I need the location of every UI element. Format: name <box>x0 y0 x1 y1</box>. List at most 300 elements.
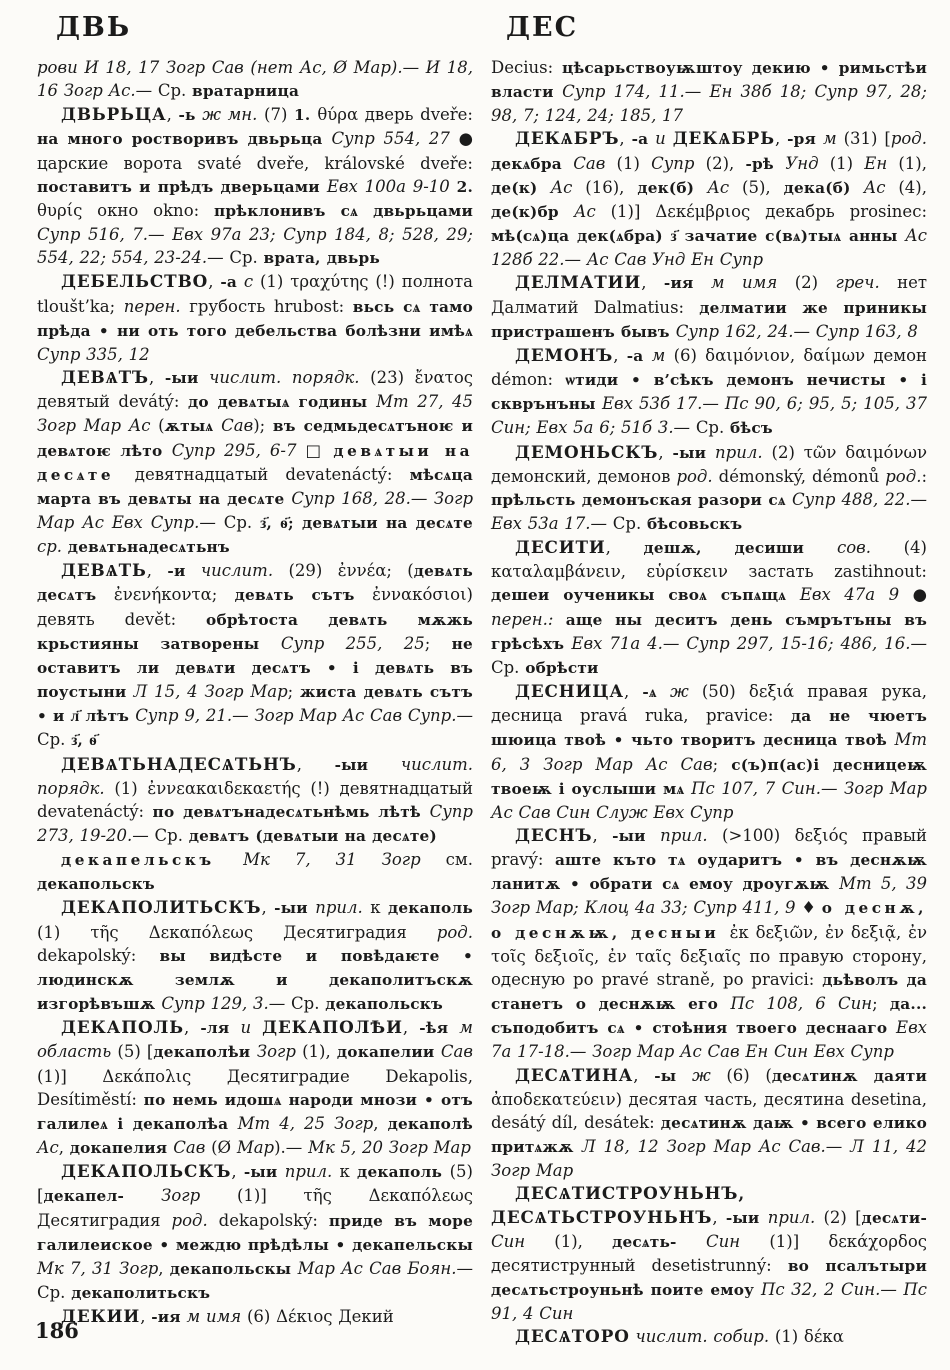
text-run: рови И 18, 17 Зогр Сав (нет Ас, Ø Мар).— И 18, 16 Зогр Ас.— <box>37 58 473 101</box>
text-run: (1), <box>554 1231 613 1251</box>
text-run: -рѣ <box>745 154 786 173</box>
text-run: ; <box>287 682 301 702</box>
text-run: Ср. <box>37 730 72 750</box>
text-run: десѧтинѫ даяти <box>771 1066 927 1085</box>
text-run: (1) ἐννεακαιδεκαετής (!) девятнадцатый devatenáctý: <box>37 778 473 821</box>
headword: ДЕСѦТОРО <box>515 1326 630 1347</box>
text-run: , <box>605 538 644 558</box>
headword: ДЕМОНЬСКЪ <box>515 441 659 462</box>
text-run: де(к) <box>491 178 551 197</box>
dictionary-entry-paragraph <box>37 848 473 896</box>
text-run: , <box>166 105 179 125</box>
dictionary-entry-paragraph <box>37 1305 473 1329</box>
text-run: числит. <box>185 561 289 581</box>
text-run: Ср. <box>223 512 261 532</box>
text-run: грубость hrubost: <box>189 296 353 316</box>
headword: ДЕСѦТИНА <box>515 1064 634 1085</box>
text-run: перен. <box>123 296 190 316</box>
text-run: ж <box>656 682 702 702</box>
text-run: о деснѫ, о деснѫѭ, десныи <box>491 899 927 942</box>
text-run: докапелия <box>69 1139 174 1158</box>
text-run: прѣклонивъ сѧ двьрьцами <box>213 201 474 220</box>
text-run: прил. <box>307 898 371 918</box>
text-run: Ср. <box>612 513 647 533</box>
headword: ДВЬРЬЦА <box>61 104 167 125</box>
text-run: Мт 4, 25 Зогр <box>237 1113 374 1133</box>
text-run: мѣ(сѧ)ца дек(ѧбра) з҃ зачатие с(вѧ)тыѧ анны <box>491 227 906 246</box>
text-run: (1)] τῆς Δεκαπόλεως Десятиградия <box>37 1186 473 1230</box>
text-run: , <box>623 682 643 702</box>
text-run: Ср. <box>157 81 193 101</box>
text-run: вы видѣсте и повѣдаѥте • людинскѫ землѫ и декаполитъскѫ изгорѣвъшѫ <box>37 946 473 1014</box>
text-run: , <box>140 1307 152 1327</box>
headword: ДЕСѦТИСТРОУНЬНЪ, ДЕСѦТЬСТРОУНЬНЪ <box>491 1183 746 1227</box>
text-run: : <box>921 466 927 486</box>
text-run: докапелии <box>336 1043 441 1062</box>
text-run: приде въ море галилеиское • междю прѣдѣлы • декапельскы <box>37 1211 474 1254</box>
text-run: , <box>373 1113 388 1133</box>
text-run: , <box>208 272 221 292</box>
text-run: dekapolský: <box>218 1210 329 1230</box>
text-run: Син <box>706 1231 770 1251</box>
text-run: дьѣволъ да станетъ о деснѫѭ его <box>491 970 927 1014</box>
text-run: декапельскъ <box>61 851 244 870</box>
text-run: , <box>58 1138 70 1158</box>
text-run: Ср. <box>491 657 526 677</box>
text-run: -ия <box>151 1308 181 1327</box>
text-run: (6) δαιμόνιον, δαίμων демон démon: <box>491 345 928 390</box>
text-run: на много ростворивъ двьрьца <box>37 130 332 149</box>
text-run: ).— <box>274 1138 309 1158</box>
text-run: Супр 162, 24.— Супр 163, 8 <box>675 321 918 341</box>
text-run: прил. <box>277 1162 340 1182</box>
text-run: (1) τραχύτης (!) полнота tloušt’ka; <box>37 272 474 316</box>
text-run: Мт 6, 3 Зогр Мар Ас Сав <box>491 730 927 774</box>
text-run: -ыи <box>612 827 646 845</box>
headword: ДЕКАПОЛИТЬСКЪ <box>61 897 262 918</box>
text-run: девятнадцатый devatenáctý: <box>134 464 410 484</box>
text-run: (31) [ <box>843 129 891 149</box>
text-run: (1)] δεκάχορδος десятиструнный desetistrunný: <box>491 1231 927 1275</box>
text-run: прѣльсть демонъская разори сѧ <box>491 490 793 509</box>
text-run: (7) <box>264 105 295 125</box>
text-run: дешѫ, десиши <box>643 539 837 558</box>
text-run: десѧти- <box>861 1208 928 1227</box>
text-run: во псалътыри десѧтьстроуньнѣ поите емоу <box>491 1256 927 1299</box>
dictionary-entry-paragraph <box>491 1325 927 1348</box>
text-run: см. <box>445 850 473 870</box>
text-run: (6) ( <box>726 1065 772 1085</box>
headword: ДЕКАПОЛЬСКЪ <box>61 1161 232 1182</box>
text-run: Супр <box>651 153 706 173</box>
dictionary-entry-paragraph <box>491 680 927 824</box>
text-run: Евх 53б 17.— Пс 90, 6; 95, 5; 105, 37 Син; Евх 5а 6; 51б 3.— <box>491 394 927 438</box>
text-run: , <box>148 368 165 388</box>
text-run: мѣсѧца марта въ девѧты на десѧте <box>37 465 473 508</box>
text-run: Супр 516, 7.— Евх 97а 23; Супр 184, 8; 528, 29; 554, 22; 554, 23-24.— <box>37 225 473 268</box>
text-run: 1. <box>294 106 318 125</box>
text-run: -ѧ <box>642 683 657 702</box>
dictionary-entry-paragraph <box>37 366 473 559</box>
text-run: Супр 295, 6-7 <box>171 440 306 460</box>
text-run: , <box>774 129 788 149</box>
text-run: м <box>816 129 844 149</box>
text-run: числит. порядк. <box>198 368 371 388</box>
text-run: прил. <box>759 1207 824 1227</box>
text-run: -ь <box>178 106 196 125</box>
text-run: декапольскъ <box>37 875 155 894</box>
text-run: Ас <box>573 201 611 221</box>
text-run: ; <box>712 754 732 774</box>
headword: ДЕСИТИ <box>515 537 606 558</box>
headword: ДЕВѦТЬНАДЕСѦТЬНЪ <box>61 753 297 774</box>
text-run: ; <box>872 994 890 1014</box>
text-run: род. <box>171 1210 219 1230</box>
text-run: декаполитьскъ <box>71 1283 211 1302</box>
text-run: з҃, ѳ҃; девѧтыи на десѧте <box>260 513 473 532</box>
text-run: -ыи <box>164 369 199 388</box>
text-run: Сав <box>573 153 617 173</box>
dictionary-entry-paragraph <box>37 1016 473 1160</box>
text-run: род. <box>890 129 928 149</box>
dictionary-entry-paragraph <box>491 271 927 343</box>
text-run: род. <box>676 466 719 486</box>
text-run: ; <box>424 633 452 653</box>
text-run: θύρα дверь dveře: <box>317 105 473 125</box>
text-run: дешеи оученикы своѧ съпѧщѧ <box>491 586 800 605</box>
text-run: жиста девѧть сътъ • и л҃ лѣтъ <box>37 683 473 726</box>
text-run: Ср. <box>37 1282 72 1302</box>
text-run: , <box>613 345 627 365</box>
text-run: -и <box>167 562 186 581</box>
text-run: Супр 9, 21.— Зогр Мар Ас Сав Супр.— <box>135 706 473 726</box>
text-run: род. <box>885 466 922 486</box>
headword: ДЕКАПОЛѢИ <box>262 1017 403 1038</box>
text-run: девѧтьнадесѧтьнъ <box>67 538 230 557</box>
text-run: Син <box>491 1231 555 1251</box>
text-run: десѧтинѫ даѭ • всего елико притѧжѫ <box>491 1113 927 1157</box>
text-run: ἐνενήκοντα; <box>113 585 235 605</box>
text-run: декаполѣи <box>153 1043 257 1062</box>
headword: ДЕСНЪ <box>515 825 593 845</box>
text-run: , <box>261 898 275 918</box>
text-run: с(ъ)п(ас)і десницеѭ твоеѭ і оуслыши мѧ <box>491 755 927 798</box>
text-run: ● царские ворота svaté dveře, královské dveře: <box>37 129 473 173</box>
text-run: аще ны деситъ день съмрътъны въ грѣсѣхъ <box>491 610 928 653</box>
text-run: Супр 554, 27 <box>331 129 459 149</box>
text-run: Мк 5, 20 Зогр Мар <box>308 1138 471 1158</box>
text-run: (1)] Δεκέμβριος декабрь prosinec: <box>610 201 927 221</box>
text-run: Ас <box>863 177 899 197</box>
text-run: ἐκ δεξιῶν, ἐν δεξιᾷ, ἐν τοῖς δεξιοῖς, ἐν ταῖς δεξιαῖς по правую сторону, одесную po pravé straně, po pravici: <box>491 922 927 989</box>
text-run: по девѧтънадесѧтьнѣмь лѣтѣ <box>152 802 430 821</box>
text-run: (5) [ <box>117 1042 154 1062</box>
headword: ДЕМОНЪ <box>515 344 614 365</box>
text-run: (>100) δεξιός правый pravý: <box>491 826 927 870</box>
text-run: -ыи <box>274 899 308 918</box>
text-run: девѧть сътъ <box>234 586 373 605</box>
text-run: вьсь сѧ тамо прѣда • ни оть того дебельства болѣзни имѣѧ <box>37 297 474 340</box>
text-run: м <box>643 345 674 365</box>
text-run: ( <box>158 416 165 436</box>
text-run: греч. <box>835 273 898 293</box>
text-run: (5), <box>742 177 784 197</box>
headword: ДЕВѦТЪ <box>61 367 149 388</box>
text-run: -ря <box>787 130 817 149</box>
dictionary-entry-paragraph <box>491 56 927 127</box>
text-run: Супр 273, 19-20.— <box>37 801 473 845</box>
text-run: Евх 7а 17-18.— Зогр Мар Ас Сав Ен Син Евх Супр <box>491 1018 927 1062</box>
text-run: не оставитъ ли девѧти десѧтъ • і девѧть въ поустыни <box>37 634 473 702</box>
text-run: Супр 335, 12 <box>37 344 150 364</box>
running-head-right: ДЕС <box>506 12 579 43</box>
text-run: Decius: <box>491 58 562 77</box>
text-run: Ср. <box>291 994 326 1014</box>
text-run: ♦ <box>801 898 822 918</box>
text-run: Евх 71а 4.— Супр 297, 15-16; 486, 16.— <box>571 633 927 653</box>
text-run: -ы <box>654 1066 677 1085</box>
text-run: м область <box>37 1018 473 1062</box>
dictionary-entry-paragraph <box>491 1064 927 1183</box>
dictionary-entry-paragraph <box>491 824 927 1064</box>
text-run: Пс 32, 2 Син.— Пс 91, 4 Син <box>491 1279 927 1324</box>
dictionary-entry-paragraph <box>37 753 473 849</box>
text-run: по немь идошѧ народи мнози • отъ галилеѧ і декаполѣа <box>37 1090 473 1133</box>
text-run: (1), <box>898 153 927 173</box>
text-run: дека(б) <box>783 178 864 197</box>
dictionary-entry-paragraph <box>37 559 473 752</box>
headword: ДЕВѦТЬ <box>61 560 147 581</box>
text-run: м имя <box>180 1307 247 1327</box>
text-run: , <box>619 129 632 149</box>
text-run: Ас 128б 22.— Ас Сав Унд Ен Супр <box>491 226 927 270</box>
headword: ДЕКИИ <box>61 1306 141 1327</box>
dictionary-entry-paragraph <box>37 103 473 270</box>
text-run: Супр 255, 25 <box>280 633 425 653</box>
text-run: Евх 100а 9-10 <box>326 176 457 196</box>
column-right <box>491 56 928 1347</box>
text-run: (2) [ <box>823 1207 862 1227</box>
text-run: (1), <box>302 1042 337 1062</box>
text-run: да... съподобитъ сѧ • стоѣния твоего деснааго <box>491 995 927 1038</box>
dictionary-entry-paragraph <box>37 270 473 366</box>
text-run: девѧтыи на десѧте <box>37 441 473 484</box>
text-run: Сав <box>440 1042 473 1062</box>
text-run: бѣсовьскъ <box>646 514 743 533</box>
text-run: ж <box>676 1065 727 1085</box>
text-run: ἀποδεκατεύειν) десятая часть, десятина desetina, desátý díl, desátek: <box>491 1089 927 1132</box>
text-run: (2), <box>705 153 746 173</box>
text-run: род. <box>436 922 473 942</box>
text-run: въ седмьдесѧтъноѥ и девѧтоѥ лѣто <box>37 417 474 460</box>
text-run: θυρίς окно okno: <box>37 200 214 220</box>
text-run: -ия <box>663 274 694 293</box>
text-run: ● <box>912 585 927 605</box>
text-run: (1) τῆς Δεκαπόλεως Десятиградия <box>37 922 437 942</box>
text-run: Ен <box>864 153 899 173</box>
text-run: Мар Ас Сав Боян.— <box>297 1258 473 1278</box>
text-run: ѫтыѧ <box>164 417 222 436</box>
text-run: (1) <box>616 153 652 173</box>
text-run: Ср. <box>695 418 730 438</box>
text-run: прил. <box>645 826 723 845</box>
text-run: декапольскы <box>169 1259 298 1278</box>
text-run: декапел- <box>43 1187 162 1206</box>
text-run: декапольскъ <box>325 995 443 1014</box>
text-run: (23) ἔνατος девятый devátý: <box>37 368 473 412</box>
text-run: ); <box>253 416 273 436</box>
text-run: ѡтиди • в’сѣкъ демонъ нечисты • і скврънъны <box>491 371 928 414</box>
headword: ДЕЛМАТИИ <box>515 272 642 293</box>
text-run: декѧбра <box>491 154 574 173</box>
text-run: да не чюетъ шюица твоѣ • чьто творитъ десница твоѣ <box>491 707 928 750</box>
text-run: , <box>402 1018 420 1038</box>
text-run: обрѣсти <box>525 658 599 677</box>
text-run: , <box>712 1207 726 1227</box>
text-run: (50) δεξιά правая рука, десница pravá ruka, pravice: <box>491 682 927 726</box>
text-run: -ыи <box>672 443 707 462</box>
text-run: -ля <box>200 1019 230 1038</box>
text-run: дек(б) <box>637 178 708 197</box>
text-run: вратарница <box>192 82 300 101</box>
text-run: цѣсарьствоуѭштоу декию • римьстѣи власти <box>491 59 927 102</box>
text-run: Мт 5, 39 Зогр Мар; Клоц 4а 33; Супр 411, 9 <box>491 874 927 918</box>
headword: ДЕКѦБРЬ <box>672 128 775 149</box>
text-run: аште къто тѧ оударитъ • въ деснѫѭ ланитѫ • обрати сѧ емоу дроугѫѭ <box>491 851 928 894</box>
text-run: Мк 7, 31 Зогр <box>37 1258 159 1278</box>
text-run: démonský, démonů <box>718 466 886 486</box>
text-run: Унд <box>785 153 830 173</box>
text-run: -а <box>220 273 237 292</box>
text-run: dekapolský: <box>37 945 160 965</box>
text-run: де(к)бр <box>491 202 574 221</box>
text-run: Сав <box>173 1138 212 1158</box>
dictionary-entry-paragraph <box>491 127 927 271</box>
text-run: Ср. <box>154 826 189 845</box>
text-run: Супр 174, 11.— Ен 38б 18; Супр 97, 28; 98, 7; 124, 24; 185, 17 <box>491 82 927 126</box>
text-run: , <box>658 442 673 462</box>
text-run: с <box>236 272 260 292</box>
text-run: Зогр <box>161 1186 237 1206</box>
text-run: -ыи <box>243 1163 278 1182</box>
text-run: Мар <box>236 1138 275 1158</box>
text-run: Пс 107, 7 Син.— Зогр Мар Ас Сав Син Служ Евх Супр <box>491 778 927 822</box>
text-run: делматии же приникы пристрашенъ бывъ <box>491 298 927 341</box>
text-run: Л 15, 4 Зогр Мар <box>133 682 288 702</box>
text-run: числит. собир. <box>629 1327 775 1347</box>
text-run: девѧтъ (девѧтыи на десѧте) <box>188 827 437 845</box>
text-run: ἐννακόσιοι) девять devět: <box>37 585 473 629</box>
text-run: Ас <box>550 177 586 197</box>
text-run: □ <box>305 440 334 460</box>
dictionary-entry-paragraph <box>37 1160 473 1305</box>
text-run: (6) Δέκιος Декий <box>246 1307 394 1327</box>
text-run: (1) δέκα <box>774 1327 844 1347</box>
text-run: прил. <box>706 442 772 462</box>
text-run: м имя <box>693 273 795 293</box>
text-run: , <box>592 826 613 845</box>
text-run: и <box>229 1018 263 1038</box>
text-run: , <box>146 561 168 581</box>
text-run: сов. <box>836 538 904 558</box>
text-run: Супр 129, 3.— <box>161 994 292 1014</box>
headword: ДЕКАПОЛЬ <box>61 1017 184 1038</box>
text-run: девѧть десѧтъ <box>37 562 473 605</box>
text-run: Л 18, 12 Зогр Мар Ас Сав.— Л 11, 42 Зогр Мар <box>491 1137 928 1181</box>
text-run: перен.: <box>491 609 566 629</box>
text-run: поставитъ и прѣдъ дверьцами <box>37 177 327 196</box>
dictionary-entry-paragraph <box>491 1182 927 1325</box>
text-run: нет Далматий Dalmatius: <box>491 273 928 317</box>
text-run: , <box>296 754 335 774</box>
text-run: бѣсъ <box>730 419 773 438</box>
text-run: Евх 47а 9 <box>799 585 913 605</box>
text-run: (29) ἐννέα; ( <box>288 561 414 581</box>
text-run: (4), <box>898 177 927 197</box>
text-run: Супр 168, 28.— Зогр Мар Ас Евх Супр.— <box>37 488 474 532</box>
text-run: , <box>641 273 664 293</box>
text-run: Сав <box>221 416 254 436</box>
text-run: к <box>339 1162 358 1182</box>
text-run: Зогр <box>256 1042 303 1062</box>
text-run: декаполѣ <box>387 1114 473 1133</box>
text-run: до девѧтыѧ годины <box>187 393 377 412</box>
text-run: Супр 488, 22.— Евх 53а 17.— <box>491 489 927 533</box>
text-run: Ср. <box>229 248 264 268</box>
dictionary-entry-paragraph <box>491 441 927 537</box>
text-run: декаполь <box>357 1163 450 1182</box>
text-run: Мк 7, 31 Зогр <box>243 850 446 870</box>
text-run: Пс 108, 6 Син <box>730 994 873 1014</box>
text-run: , <box>184 1018 201 1038</box>
text-run: числит. порядк. <box>37 754 473 798</box>
page-number: 186 <box>35 1318 79 1343</box>
text-run: (1)] Δεκάπολις Десятиградие Dekapolis, Desítiměstí: <box>37 1066 473 1109</box>
headword: ДЕСНИЦА <box>515 681 624 702</box>
dictionary-entry-paragraph <box>37 56 473 103</box>
running-head-left: ДВЬ <box>56 12 132 43</box>
headword: ДЕКѦБРЪ <box>515 128 620 149</box>
text-run: Ас <box>37 1138 59 1158</box>
text-run: 2. <box>456 177 473 196</box>
text-run: десѧть- <box>612 1232 707 1251</box>
text-run: з҃, ѳ҃ <box>71 731 97 750</box>
dictionary-entry-paragraph <box>491 536 927 680</box>
text-run: -ыи <box>725 1208 760 1227</box>
text-run: к <box>370 898 388 918</box>
text-run: ср. <box>37 537 68 557</box>
text-run: (2) τῶν δαιμόνων демонский, демонов <box>491 442 927 486</box>
text-run: , <box>231 1162 244 1182</box>
text-run: и <box>648 129 673 149</box>
text-run: обрѣтоста девѧть мѫжь крьстияны затворены <box>37 610 473 653</box>
text-run: ж мн. <box>195 105 265 125</box>
text-run: (16), <box>585 177 638 197</box>
dictionary-entry-paragraph <box>491 344 927 441</box>
text-run: Ас <box>707 177 743 197</box>
text-run: -ѣя <box>419 1019 449 1038</box>
text-run: , <box>158 1258 170 1278</box>
text-run: , <box>633 1065 655 1085</box>
dictionary-entry-paragraph <box>37 896 473 1016</box>
text-run: декаполь <box>387 899 473 918</box>
text-run: -а <box>631 130 649 149</box>
text-run: -ыи <box>334 755 369 774</box>
text-run: -а <box>626 346 644 365</box>
column-left <box>37 56 473 1334</box>
text-run: врата, двьрь <box>263 249 380 268</box>
text-run: (5) [ <box>37 1162 473 1206</box>
